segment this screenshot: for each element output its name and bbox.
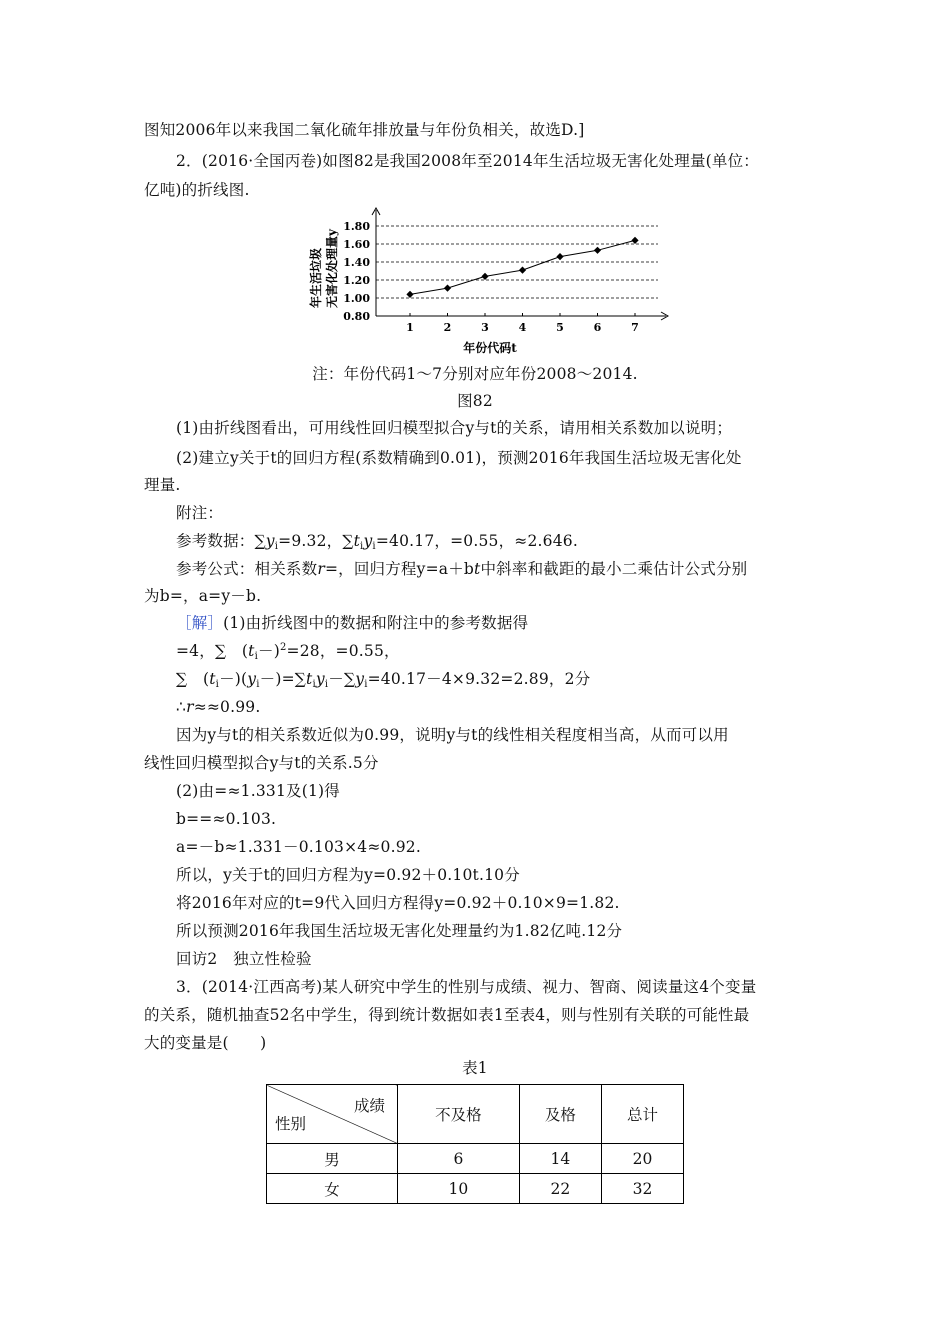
problem-3-line-2: 的关系，随机抽查52名中学生，得到统计数据如表1至表4，则与性别有关联的可能性最 [144, 1006, 750, 1024]
data-point [594, 247, 601, 254]
solution-line: 线性回归模型拟合y与t的关系.5分 [144, 754, 379, 772]
table-title: 表1 [462, 1059, 488, 1077]
solution-heading: ［解］(1)由折线图中的数据和附注中的参考数据得 [176, 614, 529, 632]
y-axis-label-2: 无害化处理量y [325, 229, 339, 308]
reference-data: 参考数据：$\sum y_i=9.32$，$\sum t_iy_i=40.17$，=0.55，≈2.646. [176, 532, 578, 552]
y-axis-label-1: 年生活垃圾 [309, 247, 323, 308]
solution-line: a=－b≈1.331－0.103×4≈0.92. [176, 838, 421, 856]
chart-note: 注：年份代码1～7分别对应年份2008～2014. [312, 365, 638, 383]
y-tick-label: 1.00 [343, 292, 370, 305]
question-1: (1)由折线图看出，可用线性回归模型拟合y与t的关系，请用相关系数加以说明； [176, 419, 733, 437]
table-row [267, 1144, 684, 1174]
corner-label-bottom: 性别 [275, 1115, 307, 1133]
data-table [266, 1084, 684, 1204]
solution-line: ∴r≈≈0.99. [176, 698, 261, 716]
y-tick-label: 1.80 [343, 220, 370, 233]
text-line: 图知2006年以来我国二氧化硫年排放量与年份负相关，故选D.] [144, 121, 585, 139]
x-axis-label: 年份代码t [463, 341, 517, 355]
x-tick-label: 1 [406, 321, 414, 334]
solution-line: 将2016年对应的t=9代入回归方程得y=0.92＋0.10×9=1.82. [176, 894, 620, 912]
x-tick-label: 3 [481, 321, 489, 334]
table-cell: 32 [601, 1174, 683, 1204]
table-header: 及格 [519, 1085, 601, 1144]
data-point [631, 237, 638, 244]
table-row [267, 1174, 684, 1204]
solution-line: 因为y与t的相关系数近似为0.99，说明y与t的线性相关程度相当高，从而可以用 [176, 726, 729, 744]
line-chart [300, 206, 690, 358]
problem-3-line-1: 3．(2014·江西高考)某人研究中学生的性别与成绩、视力、智商、阅读量这4个变量 [176, 978, 757, 996]
corner-label-top: 成绩 [353, 1097, 385, 1115]
row-label: 男 [267, 1144, 398, 1174]
solution-line: 所以，y关于t的回归方程为y=0.92＋0.10t.10分 [176, 866, 520, 884]
problem-3-line-3: 大的变量是( ) [144, 1034, 267, 1052]
data-point [556, 253, 563, 260]
table-header: 不及格 [398, 1085, 520, 1144]
table-header: 总计 [601, 1085, 683, 1144]
question-2-line-1: (2)建立y关于t的回归方程(系数精确到0.01)，预测2016年我国生活垃圾无害化处 [176, 449, 742, 467]
y-tick-label: 1.60 [343, 238, 370, 251]
section-heading: 回访2 独立性检验 [176, 950, 312, 968]
reference-formula-cont: 为b=，a=y－b. [144, 587, 262, 605]
data-point [519, 267, 526, 274]
table-cell: 14 [519, 1144, 601, 1174]
solution-line: b==≈0.103. [176, 810, 277, 828]
problem-2-line-1: 2．(2016·全国丙卷)如图82是我国2008年至2014年生活垃圾无害化处理量(单位： [176, 152, 759, 170]
reference-formula: 参考公式：相关系数r=，回归方程y=a＋bt中斜率和截距的最小二乘估计公式分别 [176, 560, 748, 578]
table-cell: 6 [398, 1144, 520, 1174]
x-tick-label: 4 [518, 321, 527, 334]
x-tick-label: 6 [593, 321, 602, 334]
problem-2-line-2: 亿吨)的折线图. [144, 181, 250, 199]
row-label: 女 [267, 1174, 398, 1204]
solution-line: 所以预测2016年我国生活垃圾无害化处理量约为1.82亿吨.12分 [176, 922, 623, 940]
solution-line: (2)由=≈1.331及(1)得 [176, 782, 340, 800]
x-tick-label: 7 [631, 321, 639, 334]
solution-line: =4，∑ $(t_i-)^2=28$，=0.55， [176, 642, 400, 662]
table-cell: 20 [601, 1144, 683, 1174]
y-tick-label: 1.40 [343, 256, 370, 269]
solution-line: ∑ $(t_i-)(y_i-)=\sum t_iy_i-\sum y_i=40.17-4\times 9.32=2.89$，2分 [176, 670, 591, 690]
y-tick-label: 1.20 [343, 274, 370, 287]
data-point [481, 273, 488, 280]
x-tick-label: 5 [556, 321, 564, 334]
table-cell: 22 [519, 1174, 601, 1204]
figure-caption: 图82 [457, 392, 493, 410]
table-cell: 10 [398, 1174, 520, 1204]
question-2-line-2: 理量. [144, 476, 181, 494]
x-tick-label: 2 [443, 321, 452, 334]
appendix-heading: 附注： [176, 504, 224, 522]
y-tick-label: 0.80 [343, 310, 370, 323]
table-corner-cell [267, 1085, 398, 1144]
data-point [444, 285, 451, 292]
data-point [406, 291, 413, 298]
